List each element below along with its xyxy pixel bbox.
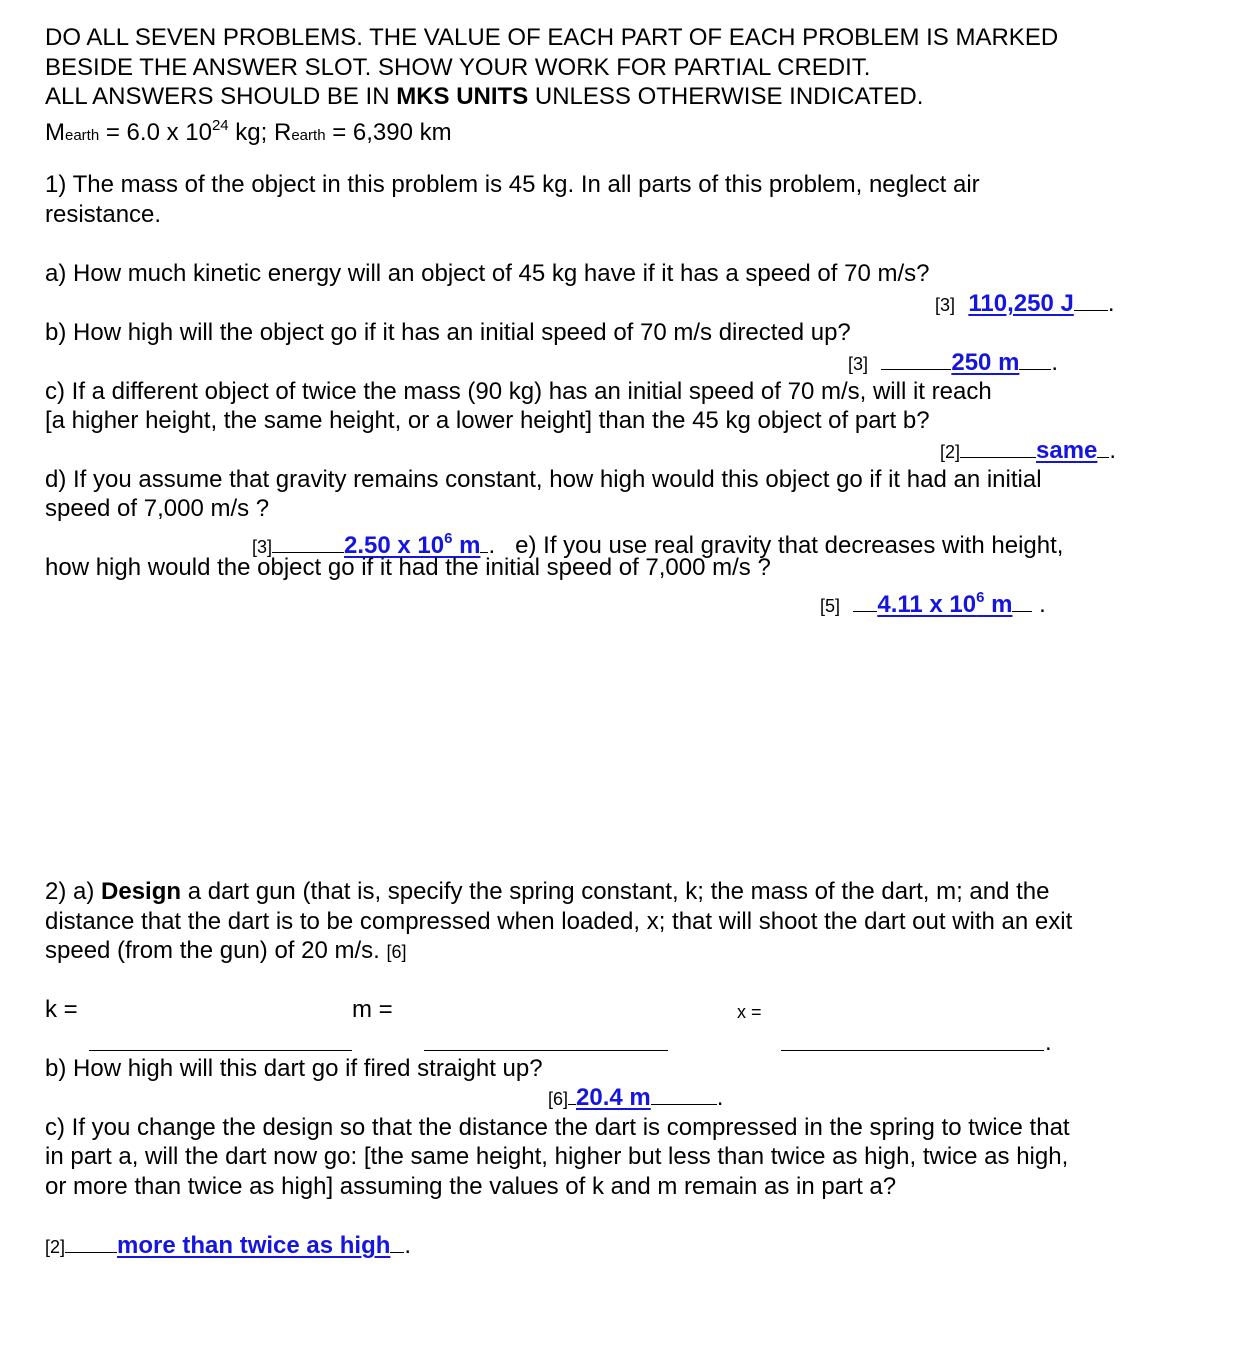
p1b-answer-slot: [3] 250 m . — [848, 349, 1059, 376]
header-line-3: ALL ANSWERS SHOULD BE IN MKS UNITS UNLESS OTHERWISE INDICATED. — [45, 83, 924, 110]
p2b-answer-slot: [6] 20.4 m . — [548, 1084, 724, 1111]
x-label: x = — [737, 1002, 762, 1022]
m-answer-blank — [424, 1050, 668, 1051]
p1-intro-1: 1) The mass of the object in this problem is 45 kg. In all parts of this problem, neglect air — [45, 171, 980, 198]
p2c-question-1: c) If you change the design so that the distance the dart is compressed in the spring to twice that — [45, 1114, 1070, 1141]
p1e-question-2: how high would the object go if it had the initial speed of 7,000 m/s ? — [45, 554, 771, 581]
p1c-question-1: c) If a different object of twice the mass (90 kg) has an initial speed of 70 m/s, will it reach — [45, 378, 992, 405]
p1b-answer: 250 m — [951, 349, 1020, 376]
p2c-question-3: or more than twice as high] assuming the values of k and m remain as in part a? — [45, 1173, 897, 1200]
constants-line: Mearth = 6.0 x $10^{24}$ kg; Rearth = 6,390 km — [45, 117, 452, 146]
p2a-question-3: speed (from the gun) of 20 m/s. [6] — [45, 937, 407, 964]
p2c-question-2: in part a, will the dart now go: [the same height, higher but less than twice as high, twice as high, — [45, 1143, 1069, 1170]
p2c-answer: more than twice as high — [117, 1232, 391, 1259]
p1c-answer-slot: [2] same . — [940, 437, 1117, 464]
p1d-answer-slot: [3] 2.50 x $10^6$ m . e) If you use real gravity that decreases with height, — [252, 530, 1064, 559]
p1a-answer-slot: [3] 110,250 J . — [935, 290, 1115, 317]
p1d-question-1: d) If you assume that gravity remains constant, how high would this object go if it had an initial — [45, 466, 1042, 493]
p2b-answer: 20.4 m — [576, 1084, 651, 1111]
k-answer-blank — [89, 1050, 352, 1051]
p1b-question: b) How high will the object go if it has an initial speed of 70 m/s directed up? — [45, 319, 851, 346]
p1e-question-1: e) If you use real gravity that decreases with height, — [515, 532, 1064, 559]
m-label: m = — [352, 996, 393, 1023]
p1c-question-2: [a higher height, the same height, or a lower height] than the 45 kg object of part b? — [45, 407, 930, 434]
p1a-question: a) How much kinetic energy will an object of 45 kg have if it has a speed of 70 m/s? — [45, 260, 930, 287]
header-line-1: DO ALL SEVEN PROBLEMS. THE VALUE OF EACH PART OF EACH PROBLEM IS MARKED — [45, 24, 1059, 51]
p2c-answer-slot: [2] more than twice as high . — [45, 1232, 412, 1259]
p1d-question-2: speed of 7,000 m/s ? — [45, 495, 270, 522]
k-label: k = — [45, 996, 78, 1023]
x-answer-blank — [781, 1050, 1044, 1051]
p1-intro-2: resistance. — [45, 201, 162, 228]
header-line-2: BESIDE THE ANSWER SLOT. SHOW YOUR WORK FOR PARTIAL CREDIT. — [45, 54, 871, 81]
p1d-answer: 2.50 x $10^6$ m — [344, 530, 481, 559]
p2a-question-2: distance that the dart is to be compressed when loaded, x; that will shoot the dart out with an exit — [45, 908, 1073, 935]
blank-period: . — [1045, 1029, 1052, 1056]
p1e-answer-slot: [5] 4.11 x $10^6$ m . — [820, 589, 1046, 618]
p1c-answer: same — [1036, 437, 1098, 464]
p2b-question: b) How high will this dart go if fired straight up? — [45, 1055, 543, 1082]
p2a-question-1: 2) a) Design a dart gun (that is, specify the spring constant, k; the mass of the dart, m; and the — [45, 878, 1050, 905]
p1e-answer: 4.11 x $10^6$ m — [877, 589, 1013, 618]
p1a-answer: 110,250 J — [968, 290, 1074, 317]
